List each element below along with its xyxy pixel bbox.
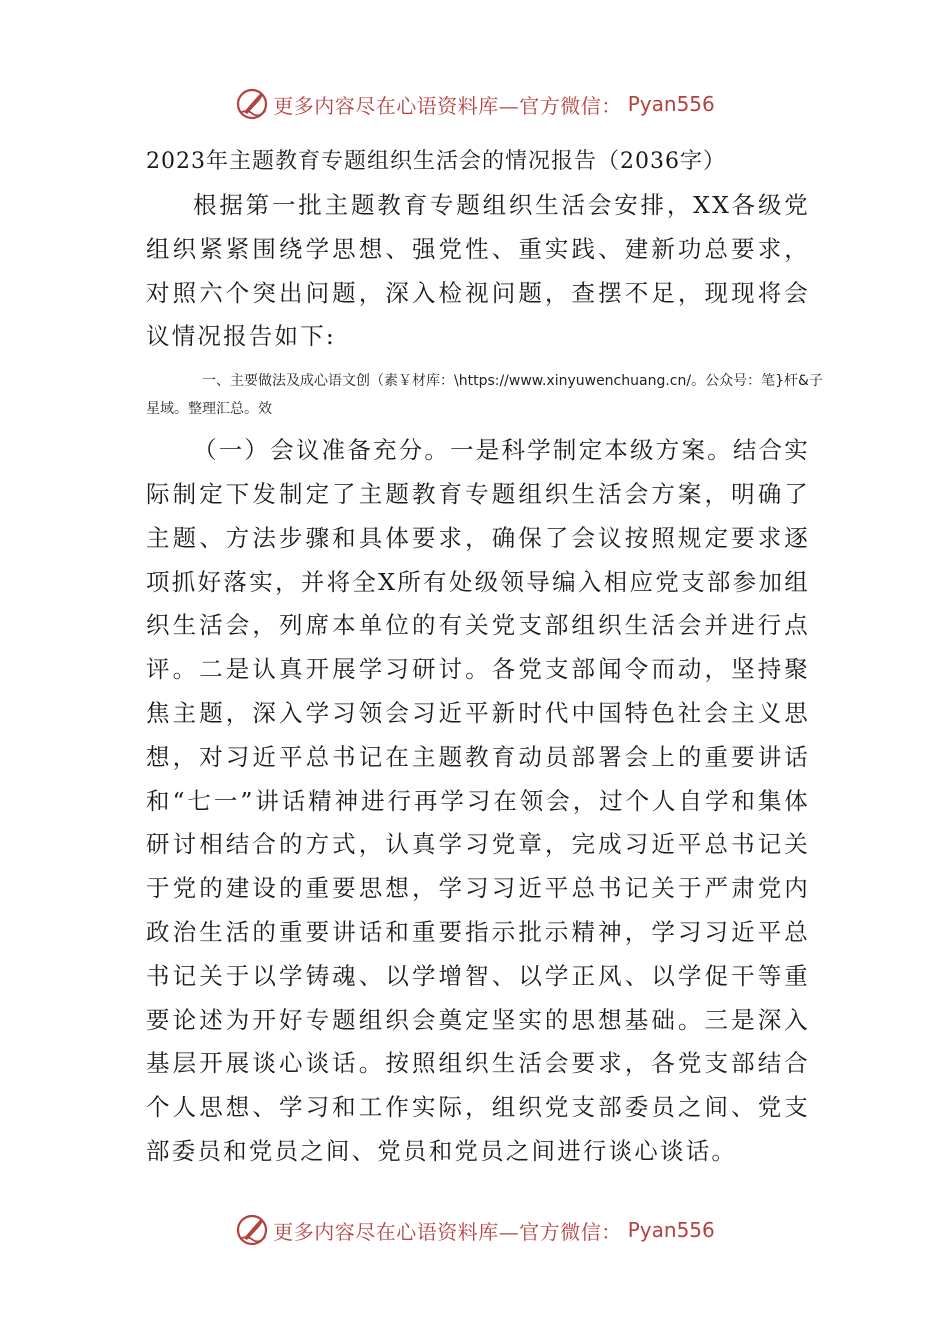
watermark-text: 更多内容尽在心语资料库—官方微信： xyxy=(273,1219,622,1244)
watermark-text: 更多内容尽在心语资料库—官方微信： xyxy=(273,93,622,118)
watermark-banner-bottom xyxy=(0,1210,950,1250)
section-heading-note: 一、主要做法及成心语文创（素￥材库：\https://www.xinyuwenchuang.cn/。公众号：笔}杆&子星域。整理汇总。效 xyxy=(146,373,823,418)
document-body xyxy=(146,142,823,1174)
watermark-wechat-id: Pyan556 xyxy=(627,92,715,116)
watermark-wechat-id: Pyan556 xyxy=(627,1218,715,1242)
paragraph-meeting-preparation: （一）会议准备充分。一是科学制定本级方案。结合实际制定下发制定了主题教育专题组织生活会方案，明确了主题、方法步骤和具体要求，确保了会议按照规定要求逐项抓好落实，并将全X所有处级领导编入相应党支部参加组织生活会，列席本单位的有关党支部组织生活会并进行点评。二是认真开展学习研讨。各党支部闻令而动，坚持聚焦主题，深入学习领会习近平新时代中国特色社会主义思想，对习近平总书记在主题教育动员部署会上的重要讲话和“七一”讲话精神进行再学习在领会，过个人自学和集体研讨相结合的方式，认真学习党章，完成习近平总书记关于党的建设的重要思想，学习习近平总书记关于严肃党内政治生活的重要讲话和重要指示批示精神，学习习近平总书记关于以学铸魂、以学增智、以学正风、以学促干等重要论述为开好专题组织会奠定坚实的思想基础。三是深入基层开展谈心谈话。按照组织生活会要求，各党支部结合个人思想、学习和工作实际，组织党支部委员之间、党支部委员和党员之间、党员和党员之间进行谈心谈话。 xyxy=(146,436,810,1165)
document-title: 2023年主题教育专题组织生活会的情况报告（2036字） xyxy=(146,149,726,174)
fountain-pen-logo-icon xyxy=(235,87,269,121)
fountain-pen-logo-icon xyxy=(235,1213,269,1247)
intro-paragraph: 根据第一批主题教育专题组织生活会安排，XX各级党组织紧紧围绕学思想、强党性、重实践、建新功总要求，对照六个突出问题，深入检视问题，查摆不足，现现将会议情况报告如下: xyxy=(146,191,810,351)
watermark-banner-top xyxy=(0,84,950,124)
